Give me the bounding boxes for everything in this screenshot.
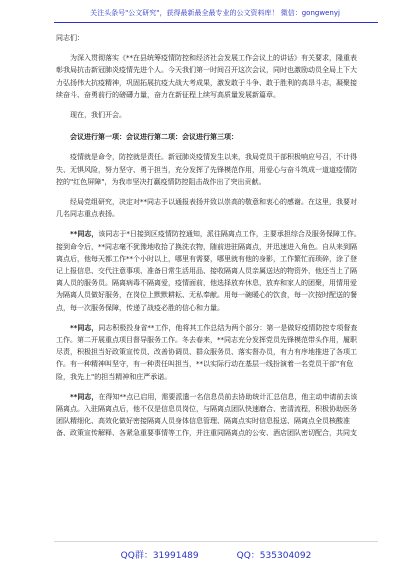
document-body bbox=[56, 32, 362, 440]
honoree-name: **同志， bbox=[70, 230, 99, 239]
page-header: 关注头条号"公文研究"，获得最新最全最专业的公文资料库！ 微信：gongwenyj bbox=[90, 9, 340, 17]
honoree-text: 同志积极投身省**工作，他将其工作总结为两个部分：第一是做好疫情防控专项督查工作。第二开展重点项目督导服务工作。冬去春来，**同志充分发挥党员先锋模范带头作用，履职尽责，积极担当好政策宣传员、改善协调员、群众服务员、落实督办员，有力有序地推进了各项工作。有一种精神叫坚守，有一种责任叫担当，**以实际行动在基层一线扮演着一名党员干部"有危险，我先上"的担当精神和庄严承诺。 bbox=[56, 323, 358, 381]
agenda-heading: 会议进行第一项：会议进行第二项：会议进行第三项： bbox=[70, 133, 238, 142]
page-footer bbox=[54, 541, 378, 561]
honoree-text: 在得知**点已启用，需要派遣一名信息员前去协助统计汇总信息，他主动申请前去该隔离点。入驻隔离点后，他不仅是信息员岗位，与隔离点团队快速磨合、密清流程，积极协助医务团队精细化、高效化做好密接隔离人员身体信息管理、隔离点实时信息报送、隔离点全员核酸准备、政策宣传解释、各紧急重要事情等工作，并注重同隔离点的公安、酒店团队密切配合，共同支 bbox=[56, 392, 358, 438]
commendation-paragraph: 经局党组研究，决定对**同志予以通报表扬并致以崇高的敬意和衷心的感谢。在这里，我要对几名同志重点表扬。 bbox=[56, 198, 357, 219]
greeting: 同志们： bbox=[56, 34, 84, 42]
footer-contacts bbox=[54, 548, 378, 561]
honoree-paragraph bbox=[56, 391, 362, 440]
honoree-name: **同志， bbox=[70, 392, 99, 401]
qq-text: QQ：535304092 bbox=[236, 551, 312, 561]
meeting-start: 现在，我们开会。 bbox=[70, 111, 126, 120]
honoree-name: **同志， bbox=[70, 323, 99, 332]
honoree-paragraph bbox=[56, 228, 362, 313]
honoree-paragraph bbox=[56, 322, 362, 383]
intro-paragraph: 为深入贯彻落实《**在县统筹疫情防控和经济社会发展工作会议上的讲话》有关要求，隆重表彰我局抗击新冠肺炎疫情先进个人。今天我们第一时间召开这次会议，同时也激励动员全局上下大力弘扬伟大抗疫精神，巩固拓展抗疫大战大考成果，激发敢于斗争、敢于胜利的高昂斗志，凝聚接续奋斗、奋勇前行的磅礴力量，奋力在新征程上续写高质量发展新篇章。 bbox=[56, 54, 357, 99]
qq-group-text: QQ群：31991489 bbox=[120, 551, 199, 561]
header-divider bbox=[54, 22, 378, 23]
section-paragraph: 疫情就是命令，防控就是责任。新冠肺炎疫情发生以来，我局党员干部积极响应号召，不计得失、无惧风险，努力坚守、勇于担当，充分发挥了先锋模范作用，用爱心与奋斗筑成一道道疫情防控的"红色屏障"，为我市坚决打赢疫情防控阻击战作出了突出贡献。 bbox=[56, 153, 357, 186]
honoree-text: 该同志于*日接到区疫情防控通知，派往隔离点工作，主要承担综合及服务保障工作。接到命令后，**同志毫不犹豫地收拾了换洗衣物，随前进驻隔离点，并迅速进入角色。自从来到隔离点后，他每天都工作**个小时以上，哪里有需要，哪里就有他的身影，工作繁忙而琐碎，涂了登记上报信息、交代注意事项、准备日常生活用品、接收隔离人员亲属送达的物资外，他还当上了隔离人员的服务员。隔离病毒不隔离爱，疫情面前，他选择放弃休息，放弃和家人的团聚，用情用爱为隔离人员做好服务，在岗位上默默耕耘、无私奉献。用每一碗暖心的饮食，每一次按时配送的餐点，每一次服务保障，传递了战疫必胜的信心和力量。 bbox=[56, 230, 361, 312]
